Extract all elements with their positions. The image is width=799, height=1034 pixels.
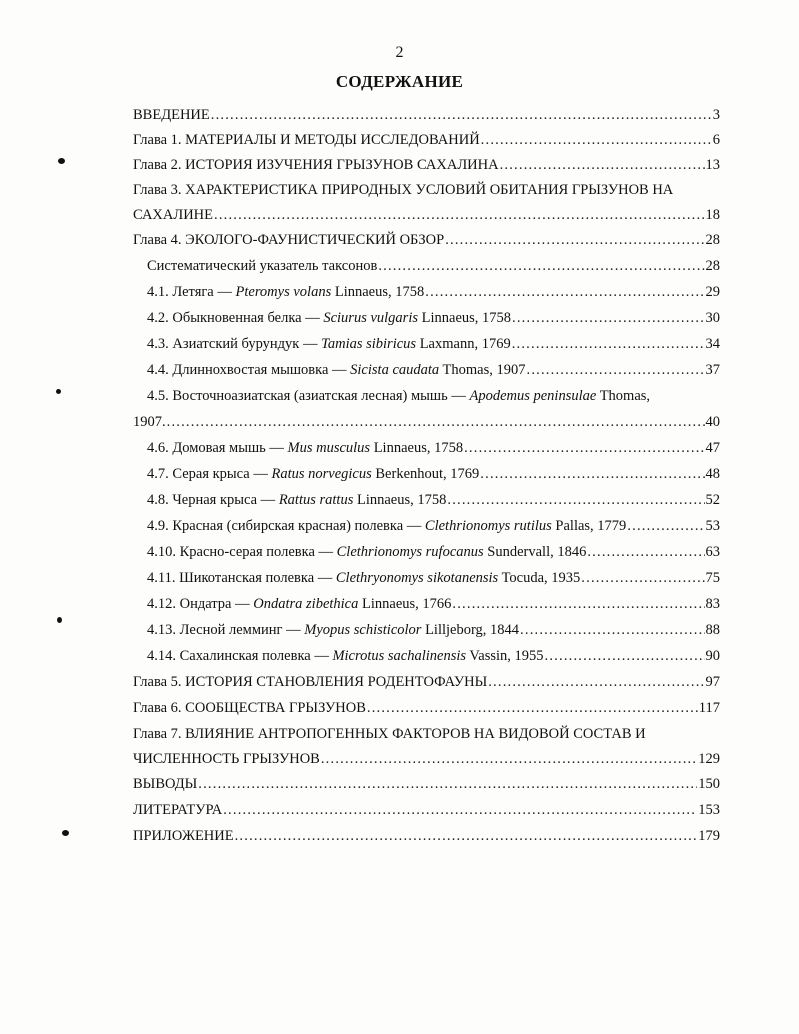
- toc-entry-4-10[interactable]: 4.10. Красно-серая полевка — Clethrionomys rufocanus Sundervall, 1846 ..... 63: [147, 544, 720, 568]
- margin-speck: [62, 830, 69, 836]
- toc-entry-chapter-1[interactable]: Глава 1. МАТЕРИАЛЫ И МЕТОДЫ ИССЛЕДОВАНИЙ ..... 6: [133, 132, 720, 156]
- toc-entry-chapter-2[interactable]: Глава 2. ИСТОРИЯ ИЗУЧЕНИЯ ГРЫЗУНОВ САХАЛИНА ..... 13: [133, 157, 720, 181]
- toc-entry-4-8[interactable]: 4.8. Черная крыса — Rattus rattus Linnaeus, 1758 ..... 52: [147, 492, 720, 516]
- toc-entry-conclusions[interactable]: ВЫВОДЫ ..... 150: [133, 776, 720, 800]
- page-number: 2: [395, 44, 404, 61]
- toc-entry-4-11[interactable]: 4.11. Шикотанская полевка — Clethryonomys sikotanensis Tocuda, 1935 ..... 75: [147, 570, 720, 594]
- toc-entry-systematic-index[interactable]: Систематический указатель таксонов ..... 28: [147, 258, 720, 282]
- toc-entry-4-5[interactable]: 1907. ..... 40: [133, 414, 720, 438]
- toc-entry-introduction[interactable]: ВВЕДЕНИЕ ..... 3: [133, 107, 720, 131]
- toc-entry-4-6[interactable]: 4.6. Домовая мышь — Mus musculus Linnaeus, 1758 ..... 47: [147, 440, 720, 464]
- toc-entry-4-14[interactable]: 4.14. Сахалинская полевка — Microtus sachalinensis Vassin, 1955 ..... 90: [147, 648, 720, 672]
- toc-entry-4-7[interactable]: 4.7. Серая крыса — Ratus norvegicus Berkenhout, 1769 ..... 48: [147, 466, 720, 490]
- toc-entry-literature[interactable]: ЛИТЕРАТУРА ..... 153: [133, 802, 720, 826]
- margin-speck: [58, 158, 65, 164]
- toc-entry-chapter-3-line1[interactable]: Глава 3. ХАРАКТЕРИСТИКА ПРИРОДНЫХ УСЛОВИЙ ОБИТАНИЯ ГРЫЗУНОВ НА: [133, 182, 674, 198]
- toc-entry-chapter-3[interactable]: САХАЛИНЕ ..... 18: [133, 207, 720, 231]
- toc-entry-chapter-5[interactable]: Глава 5. ИСТОРИЯ СТАНОВЛЕНИЯ РОДЕНТОФАУНЫ ..... 97: [133, 674, 720, 698]
- margin-speck: [57, 617, 62, 623]
- toc-entry-chapter-4[interactable]: Глава 4. ЭКОЛОГО-ФАУНИСТИЧЕСКИЙ ОБЗОР ..... 28: [133, 232, 720, 256]
- toc-entry-4-9[interactable]: 4.9. Красная (сибирская красная) полевка — Clethrionomys rutilus Pallas, 1779 ..... 53: [147, 518, 720, 542]
- toc-entry-chapter-7-line1[interactable]: Глава 7. ВЛИЯНИЕ АНТРОПОГЕННЫХ ФАКТОРОВ НА ВИДОВОЙ СОСТАВ И: [133, 726, 646, 742]
- toc-entry-4-1[interactable]: 4.1. Летяга — Pteromys volans Linnaeus, 1758 ..... 29: [147, 284, 720, 308]
- toc-entry-4-4[interactable]: 4.4. Длиннохвостая мышовка — Sicista caudata Thomas, 1907 ..... 37: [147, 362, 720, 386]
- toc-entry-4-12[interactable]: 4.12. Ондатра — Ondatra zibethica Linnaeus, 1766 ..... 83: [147, 596, 720, 620]
- toc-entry-chapter-7[interactable]: ЧИСЛЕННОСТЬ ГРЫЗУНОВ ..... 129: [133, 751, 720, 775]
- margin-speck: [56, 389, 61, 394]
- toc-entry-4-3[interactable]: 4.3. Азиатский бурундук — Tamias sibiricus Laxmann, 1769 ..... 34: [147, 336, 720, 360]
- page-title: СОДЕРЖАНИЕ: [335, 72, 464, 91]
- toc-entry-4-2[interactable]: 4.2. Обыкновенная белка — Sciurus vulgaris Linnaeus, 1758 ..... 30: [147, 310, 720, 334]
- toc-entry-chapter-6[interactable]: Глава 6. СООБЩЕСТВА ГРЫЗУНОВ ..... 117: [133, 700, 720, 724]
- toc-entry-4-5-line1[interactable]: 4.5. Восточноазиатская (азиатская лесная) мышь — Apodemus peninsulae Thomas,: [147, 388, 651, 404]
- toc-entry-4-13[interactable]: 4.13. Лесной лемминг — Myopus schisticolor Lilljeborg, 1844 ..... 88: [147, 622, 720, 646]
- toc-entry-appendix[interactable]: ПРИЛОЖЕНИЕ ..... 179: [133, 828, 720, 852]
